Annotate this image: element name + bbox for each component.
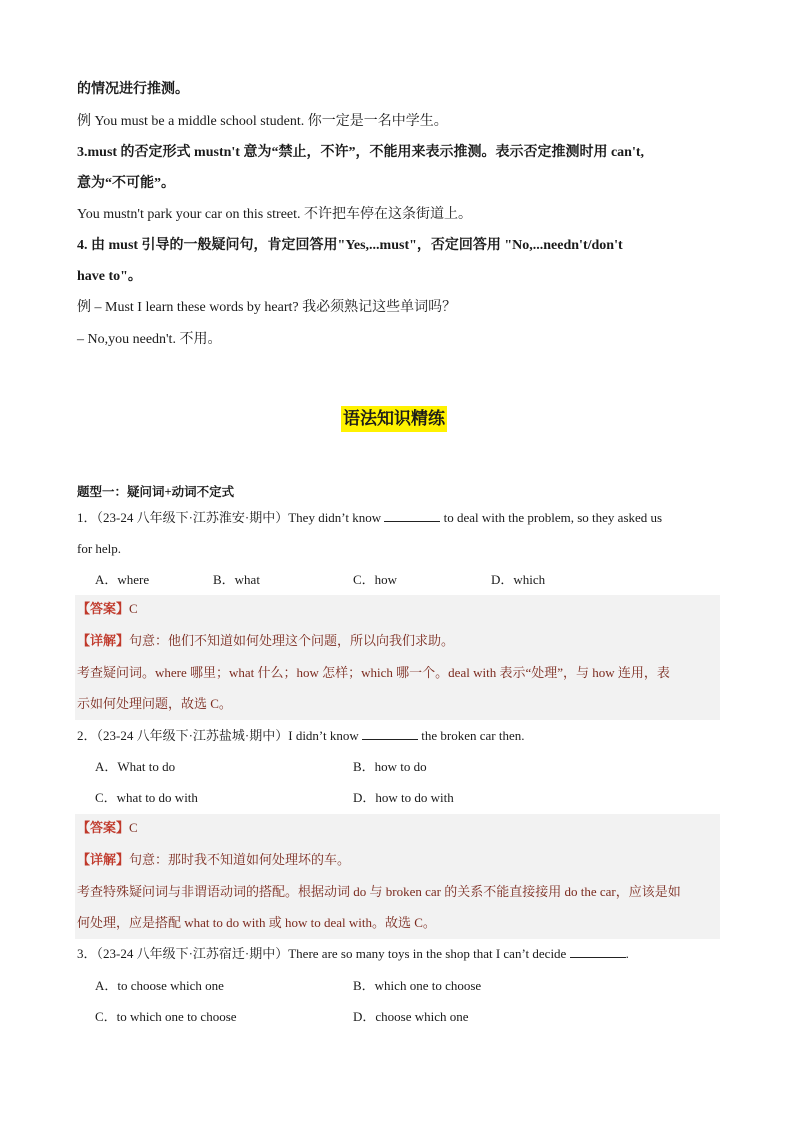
question-1-option-c: C．how [353,572,398,587]
question-3-option-d: D．choose which one [353,1009,469,1024]
answer-blank [362,727,418,740]
intro-rule-4-cont: have to"。 [77,269,142,284]
question-3-option-c: C．to which one to choose [95,1009,237,1024]
question-1-option-b: B．what [213,572,260,587]
question-1-stem-cont: for help. [77,541,122,556]
question-1-stem [77,508,722,528]
question-1-detail [77,631,722,651]
question-3-stem-start: 3．（23-24 八年级下·江苏宿迁·期中）There are so many toys in the shop that I can’t decide [77,946,567,961]
question-3-option-a: A．to choose which one [95,978,224,993]
intro-rule-3: 3.must 的否定形式 mustn't 意为“禁止，不许”，不能用来表示推测。表示否定推测时用 can't, [77,145,645,160]
question-2-option-d: D．how to do with [353,790,454,805]
intro-example-3-answer: – No,you needn't. 不用。 [77,332,222,347]
detail-text: 句意：他们不知道如何处理这个问题，所以向我们求助。 [129,633,455,648]
question-type-heading: 题型一：疑问词+动词不定式 [77,485,235,499]
answer-blank [384,509,440,522]
question-2-explanation: 考查特殊疑问词与非谓语动词的搭配。根据动词 do 与 broken car 的关系不能直接接用 do the car，应该是如 [77,884,681,899]
intro-rule-4: 4. 由 must 引导的一般疑问句，肯定回答用"Yes,...must"，否定回答用 "No,...needn't/don't [77,238,623,253]
intro-example-1: 例 You must be a middle school student. 你一定是一名中学生。 [77,114,448,129]
question-3-stem [77,944,722,964]
question-1-answer [77,599,722,619]
answer-value: C [129,820,138,835]
intro-example-2: You mustn't park your car on this street. 不许把车停在这条街道上。 [77,207,473,222]
intro-line-1: 的情况进行推测。 [77,82,189,97]
question-1-answer-box [75,595,720,720]
intro-example-3: 例 – Must I learn these words by heart? 我必须熟记这些单词吗？ [77,300,457,315]
detail-tag: 【详解】 [77,633,130,648]
answer-blank [570,945,626,958]
answer-tag: 【答案】 [77,820,130,835]
question-2-option-a: A．What to do [95,759,176,774]
question-2-explanation-cont: 何处理，应是搭配 what to do with 或 how to deal with。故选 C。 [77,915,436,930]
question-2-detail [77,850,722,870]
question-2-stem-start: 2．（23-24 八年级下·江苏盐城·期中）I didn’t know [77,728,359,743]
question-2-answer-box [75,814,720,939]
question-1-stem-end: to deal with the problem, so they asked us [443,510,663,525]
question-2-stem-end: the broken car then. [421,728,525,743]
question-2-answer [77,818,722,838]
answer-tag: 【答案】 [77,601,130,616]
section-title: 语法知识精练 [341,406,447,432]
question-1-option-a: A．where [95,572,150,587]
question-3-stem-end: . [625,946,629,961]
question-3-option-b: B．which one to choose [353,978,482,993]
detail-tag: 【详解】 [77,852,130,867]
question-2-option-b: B．how to do [353,759,427,774]
answer-value: C [129,601,138,616]
intro-rule-3-cont: 意为“不可能”。 [77,176,175,191]
question-1-option-d: D．which [491,572,546,587]
question-1-explanation: 考查疑问词。where 哪里；what 什么；how 怎样；which 哪一个。deal with 表示“处理”，与 how 连用，表 [77,665,670,680]
detail-text: 句意：那时我不知道如何处理坏的车。 [129,852,351,867]
question-1-stem-start: 1．（23-24 八年级下·江苏淮安·期中）They didn’t know [77,510,382,525]
question-1-explanation-cont: 示如何处理问题，故选 C。 [77,696,232,711]
question-2-option-c: C．what to do with [95,790,198,805]
question-2-stem [77,726,722,746]
